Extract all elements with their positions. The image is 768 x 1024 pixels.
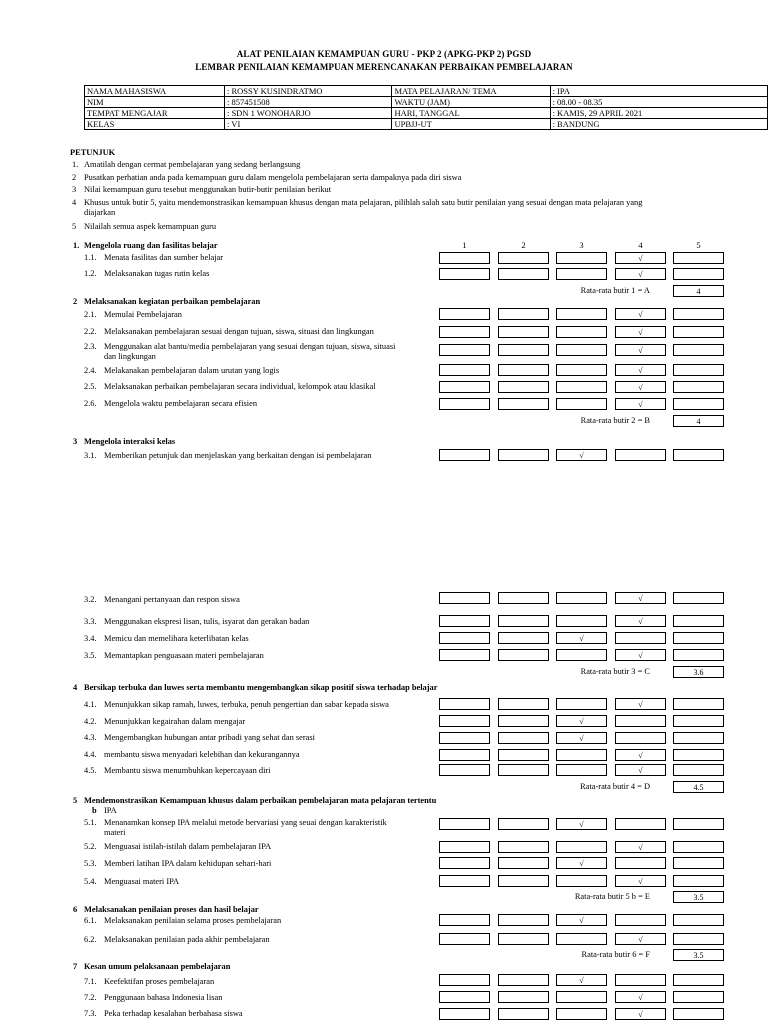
item-text: Melaksanakan penilaian pada akhir pembelajaran <box>104 935 270 944</box>
score-box: √ <box>615 252 666 264</box>
score-box <box>498 991 549 1003</box>
average-value: 3.5 <box>673 949 724 961</box>
score-box <box>498 268 549 280</box>
item-number: 3.2. <box>84 595 97 604</box>
score-box <box>673 308 724 320</box>
score-box: √ <box>556 974 607 986</box>
score-box <box>439 933 490 945</box>
score-box <box>673 252 724 264</box>
score-box <box>673 449 724 461</box>
score-box <box>556 749 607 761</box>
section-title: Mengelola ruang dan fasilitas belajar <box>84 241 218 250</box>
section-number: 1. <box>73 241 80 250</box>
item-text: Menunjukkan sikap ramah, luwes, terbuka, penuh pengertian dan sabar kepada siswa <box>104 700 389 709</box>
info-row <box>85 97 768 108</box>
score-box <box>556 592 607 604</box>
score-box <box>556 698 607 710</box>
item-number: 4.2. <box>84 717 97 726</box>
average-value: 3.5 <box>673 891 724 903</box>
score-box <box>556 344 607 356</box>
item-text: materi <box>104 828 126 837</box>
score-box <box>498 715 549 727</box>
score-box <box>673 933 724 945</box>
score-box <box>498 632 549 644</box>
column-number: 3 <box>579 240 584 250</box>
score-box <box>556 615 607 627</box>
score-box <box>673 615 724 627</box>
score-box: √ <box>556 732 607 744</box>
item-number: 4.1. <box>84 700 97 709</box>
item-number: 2.3. <box>84 342 97 351</box>
score-box: √ <box>615 308 666 320</box>
score-box <box>498 764 549 776</box>
score-box <box>673 398 724 410</box>
score-box <box>673 364 724 376</box>
info-value: : 857451508 <box>224 97 392 108</box>
score-box <box>498 974 549 986</box>
section-title: Bersikap terbuka dan luwes serta membantu mengembangkan sikap positif siswa terhadap belajar <box>84 683 438 692</box>
item-text: Memberi latihan IPA dalam kehidupan sehari-hari <box>104 859 272 868</box>
score-box: √ <box>556 857 607 869</box>
score-box: √ <box>556 715 607 727</box>
score-box: √ <box>615 764 666 776</box>
info-value: : VI <box>224 119 392 130</box>
column-number: 4 <box>638 240 643 250</box>
score-box <box>673 841 724 853</box>
score-box <box>498 841 549 853</box>
score-box <box>615 818 666 830</box>
item-text: Memulai Pembelajaran <box>104 310 182 319</box>
item-text: Menguasai materi IPA <box>104 877 180 886</box>
section-number: 4 <box>73 683 78 692</box>
info-label: NIM <box>85 97 225 108</box>
score-box <box>439 914 490 926</box>
info-row <box>85 119 768 130</box>
average-value: 3.6 <box>673 666 724 678</box>
score-box <box>673 914 724 926</box>
item-number: 7.1. <box>84 977 97 986</box>
info-label: NAMA MAHASISWA <box>85 86 225 97</box>
score-box <box>498 592 549 604</box>
item-text: Menangani pertanyaan dan respon siswa <box>104 595 240 604</box>
score-box <box>439 615 490 627</box>
score-box: √ <box>615 268 666 280</box>
score-box <box>498 1008 549 1020</box>
score-box: √ <box>615 649 666 661</box>
score-box <box>556 268 607 280</box>
score-box <box>498 933 549 945</box>
petunjuk-text: Nilailah semua aspek kemampuan guru <box>84 222 217 231</box>
item-number: 3.1. <box>84 451 97 460</box>
average-label: Rata-rata butir 2 = B <box>580 416 650 425</box>
score-box <box>673 875 724 887</box>
info-label: KELAS <box>85 119 225 130</box>
item-text: Memicu dan memelihara keterlibatan kelas <box>104 634 249 643</box>
average-label: Rata-rata butir 4 = D <box>580 782 650 791</box>
column-number: 1 <box>462 240 467 250</box>
score-box <box>498 875 549 887</box>
score-box: √ <box>615 1008 666 1020</box>
item-number: 2.4. <box>84 366 97 375</box>
section-number: 6 <box>73 905 78 914</box>
petunjuk-num: 5 <box>72 222 77 231</box>
score-box <box>673 732 724 744</box>
score-box <box>673 632 724 644</box>
average-label: Rata-rata butir 6 = F <box>581 950 650 959</box>
petunjuk-num: 2 <box>72 173 77 182</box>
score-box <box>615 632 666 644</box>
score-box <box>439 1008 490 1020</box>
score-box <box>439 326 490 338</box>
item-number: 2.6. <box>84 399 97 408</box>
score-box <box>556 764 607 776</box>
score-box <box>556 875 607 887</box>
score-box <box>615 715 666 727</box>
score-box: √ <box>615 344 666 356</box>
item-number: 3.5. <box>84 651 97 660</box>
score-box <box>673 326 724 338</box>
score-box <box>439 649 490 661</box>
item-number: 5.3. <box>84 859 97 868</box>
item-text: Menguasai istilah-istilah dalam pembelajaran IPA <box>104 842 272 851</box>
item-text: Melaksanakan tugas rutin kelas <box>104 269 210 278</box>
item-text: Melaksanakan penilaian selama proses pembelajaran <box>104 916 282 925</box>
item-text: Penggunaan bahasa Indonesia lisan <box>104 993 223 1002</box>
score-box <box>439 857 490 869</box>
score-box <box>556 933 607 945</box>
score-box <box>556 308 607 320</box>
section-number: 7 <box>73 962 78 971</box>
score-box <box>439 732 490 744</box>
item-text: membantu siswa menyadari kelebihan dan kekurangannya <box>104 750 300 759</box>
item-number: 1.1. <box>84 253 97 262</box>
item-text: Melakanakan pembelajaran dalam urutan yang logis <box>104 366 280 375</box>
score-box <box>498 732 549 744</box>
item-number: 4.5. <box>84 766 97 775</box>
item-number: 5.2. <box>84 842 97 851</box>
section-title: Mengelola interaksi kelas <box>84 437 176 446</box>
petunjuk-title: PETUNJUK <box>70 148 116 157</box>
item-number: 3.3. <box>84 617 97 626</box>
score-box: √ <box>615 364 666 376</box>
score-box <box>673 1008 724 1020</box>
section-number: 3 <box>73 437 78 446</box>
info-label: WAKTU (JAM) <box>392 97 550 108</box>
item-number: 5.1. <box>84 818 97 827</box>
score-box <box>439 632 490 644</box>
section-title: Mendemonstrasikan Kemampuan khusus dalam perbaikan pembelajaran mata pelajaran tertentu <box>84 796 437 805</box>
section-title: Kesan umum pelaksanaan pembelajaran <box>84 962 231 971</box>
score-box <box>498 381 549 393</box>
item-text: Membantu siswa menumbuhkan kepercayaan diri <box>104 766 271 775</box>
item-number: 6.1. <box>84 916 97 925</box>
score-box: √ <box>615 326 666 338</box>
score-box <box>556 1008 607 1020</box>
score-box <box>615 914 666 926</box>
score-box <box>673 381 724 393</box>
item-text: Keefektifan proses pembelajaran <box>104 977 215 986</box>
score-box: √ <box>615 749 666 761</box>
info-row <box>85 86 768 97</box>
subsection-letter: b <box>92 806 97 815</box>
info-value: : IPA <box>550 86 767 97</box>
info-value: : 08.00 - 08.35 <box>550 97 767 108</box>
score-box <box>498 649 549 661</box>
score-box <box>556 381 607 393</box>
average-label: Rata-rata butir 1 = A <box>580 286 650 295</box>
column-number: 5 <box>696 240 701 250</box>
item-number: 2.1. <box>84 310 97 319</box>
score-box <box>498 615 549 627</box>
score-box: √ <box>615 592 666 604</box>
score-box <box>439 749 490 761</box>
score-box <box>498 308 549 320</box>
info-label: HARI, TANGGAL <box>392 108 550 119</box>
score-box: √ <box>615 381 666 393</box>
score-box <box>439 364 490 376</box>
item-text: Mengelola waktu pembelajaran secara efisien <box>104 399 258 408</box>
petunjuk-num: 4 <box>72 198 77 207</box>
item-number: 3.4. <box>84 634 97 643</box>
score-box <box>498 857 549 869</box>
score-box <box>498 252 549 264</box>
form-title: ALAT PENILAIAN KEMAMPUAN GURU - PKP 2 (APKG-PKP 2) PGSD <box>236 49 532 59</box>
score-box <box>439 268 490 280</box>
score-box <box>498 364 549 376</box>
score-box <box>556 326 607 338</box>
score-box <box>556 398 607 410</box>
score-box <box>673 749 724 761</box>
petunjuk-text: diajarkan <box>84 208 116 217</box>
score-box <box>439 381 490 393</box>
score-box: √ <box>556 914 607 926</box>
item-number: 6.2. <box>84 935 97 944</box>
score-box <box>498 749 549 761</box>
item-number: 2.5. <box>84 382 97 391</box>
item-text: Menata fasilitas dan sumber belajar <box>104 253 224 262</box>
item-number: 2.2. <box>84 327 97 336</box>
score-box <box>439 974 490 986</box>
score-box <box>498 449 549 461</box>
score-box <box>498 698 549 710</box>
info-row <box>85 108 768 119</box>
score-box: √ <box>615 398 666 410</box>
item-text: Menggunakan ekspresi lisan, tulis, isyarat dan gerakan badan <box>104 617 310 626</box>
score-box <box>556 991 607 1003</box>
average-value: 4 <box>673 285 724 297</box>
score-box <box>673 857 724 869</box>
average-label: Rata-rata butir 5 b = E <box>574 892 650 901</box>
score-box: √ <box>615 875 666 887</box>
info-table <box>84 85 768 130</box>
score-box: √ <box>556 632 607 644</box>
score-box <box>673 344 724 356</box>
score-box: √ <box>615 615 666 627</box>
item-number: 5.4. <box>84 877 97 886</box>
score-box: √ <box>615 841 666 853</box>
score-box <box>615 857 666 869</box>
item-number: 4.3. <box>84 733 97 742</box>
score-box <box>556 364 607 376</box>
item-number: 4.4. <box>84 750 97 759</box>
score-box: √ <box>615 991 666 1003</box>
item-text: Peka terhadap kesalahan berbahasa siswa <box>104 1009 243 1018</box>
score-box <box>615 449 666 461</box>
score-box <box>673 592 724 604</box>
item-number: 1.2. <box>84 269 97 278</box>
score-box <box>673 764 724 776</box>
subsection-title: IPA <box>104 806 117 815</box>
info-value: : ROSSY KUSINDRATMO <box>224 86 392 97</box>
score-box <box>615 974 666 986</box>
petunjuk-text: Nilai kemampuan guru tesebut menggunakan butir-butir penilaian berikut <box>84 185 332 194</box>
section-title: Melaksanakan kegiatan perbaikan pembelajaran <box>84 297 261 306</box>
score-box <box>673 698 724 710</box>
average-value: 4 <box>673 415 724 427</box>
section-title: Melaksanakan penilaian proses dan hasil belajar <box>84 905 259 914</box>
section-number: 2 <box>73 297 78 306</box>
petunjuk-num: 3 <box>72 185 77 194</box>
average-value: 4.5 <box>673 781 724 793</box>
score-box: √ <box>556 449 607 461</box>
score-box <box>673 818 724 830</box>
score-box <box>439 841 490 853</box>
score-box <box>439 875 490 887</box>
score-box <box>439 764 490 776</box>
score-box <box>439 344 490 356</box>
score-box <box>498 818 549 830</box>
score-box <box>439 398 490 410</box>
score-box: √ <box>556 818 607 830</box>
score-box <box>439 715 490 727</box>
item-number: 7.3. <box>84 1009 97 1018</box>
petunjuk-text: Amatilah dengan cermat pembelajaran yang sedang berlangsung <box>84 160 301 169</box>
info-value: : KAMIS, 29 APRIL 2021 <box>550 108 767 119</box>
average-label: Rata-rata butir 3 = C <box>580 667 650 676</box>
petunjuk-num: 1. <box>72 160 79 169</box>
score-box <box>439 449 490 461</box>
score-box <box>673 991 724 1003</box>
score-box <box>615 732 666 744</box>
section-number: 5 <box>73 796 78 805</box>
score-box <box>439 592 490 604</box>
item-text: Melaksanakan pembelajaran sesuai dengan tujuan, siswa, situasi dan lingkungan <box>104 327 374 336</box>
score-box <box>673 974 724 986</box>
item-text: Menggunakan alat bantu/media pembelajaran yang sesuai dengan tujuan, siswa, situasi <box>104 342 396 351</box>
score-box: √ <box>615 698 666 710</box>
score-box <box>556 252 607 264</box>
item-text: Memberikan petunjuk dan menjelaskan yang berkaitan dengan isi pembelajaran <box>104 451 372 460</box>
info-value: : SDN 1 WONOHARJO <box>224 108 392 119</box>
info-label: MATA PELAJARAN/ TEMA <box>392 86 550 97</box>
column-number: 2 <box>521 240 526 250</box>
score-box <box>439 991 490 1003</box>
item-text: Memantapkan penguasaan materi pembelajaran <box>104 651 264 660</box>
score-box <box>498 398 549 410</box>
item-text: Melaksanakan perbaikan pembelajaran secara individual, kelompok atau klasikal <box>104 382 376 391</box>
score-box <box>673 268 724 280</box>
form-subtitle: LEMBAR PENILAIAN KEMAMPUAN MERENCANAKAN PERBAIKAN PEMBELAJARAN <box>195 62 573 72</box>
score-box <box>439 308 490 320</box>
item-number: 7.2. <box>84 993 97 1002</box>
score-box <box>498 914 549 926</box>
item-text: Menunjukkan kegairahan dalam mengajar <box>104 717 246 726</box>
item-text: dan lingkungan <box>104 352 156 361</box>
item-text: Mengembangkan hubungan antar pribadi yang sehat dan serasi <box>104 733 315 742</box>
score-box <box>439 252 490 264</box>
score-box <box>556 649 607 661</box>
score-box <box>673 649 724 661</box>
score-box: √ <box>615 933 666 945</box>
item-text: Menanamkan konsep IPA melalui metode bervariasi yang seuai dengan karakteristik <box>104 818 387 827</box>
score-box <box>498 326 549 338</box>
score-box <box>673 715 724 727</box>
petunjuk-text: Khusus untuk butir 5, yaitu mendemonstrasikan kemampuan khusus dengan mata pelajaran, pilihlah salah satu butir penilaian yang sesuai dengan mata pelajaran yang <box>84 198 643 207</box>
info-value: : BANDUNG <box>550 119 767 130</box>
score-box <box>439 818 490 830</box>
score-box <box>556 841 607 853</box>
score-box <box>498 344 549 356</box>
info-label: UPBJJ-UT <box>392 119 550 130</box>
score-box <box>439 698 490 710</box>
info-label: TEMPAT MENGAJAR <box>85 108 225 119</box>
petunjuk-text: Pusatkan perhatian anda pada kemampuan guru dalam mengelola pembelajaran serta dampaknya pada diri siswa <box>84 173 462 182</box>
